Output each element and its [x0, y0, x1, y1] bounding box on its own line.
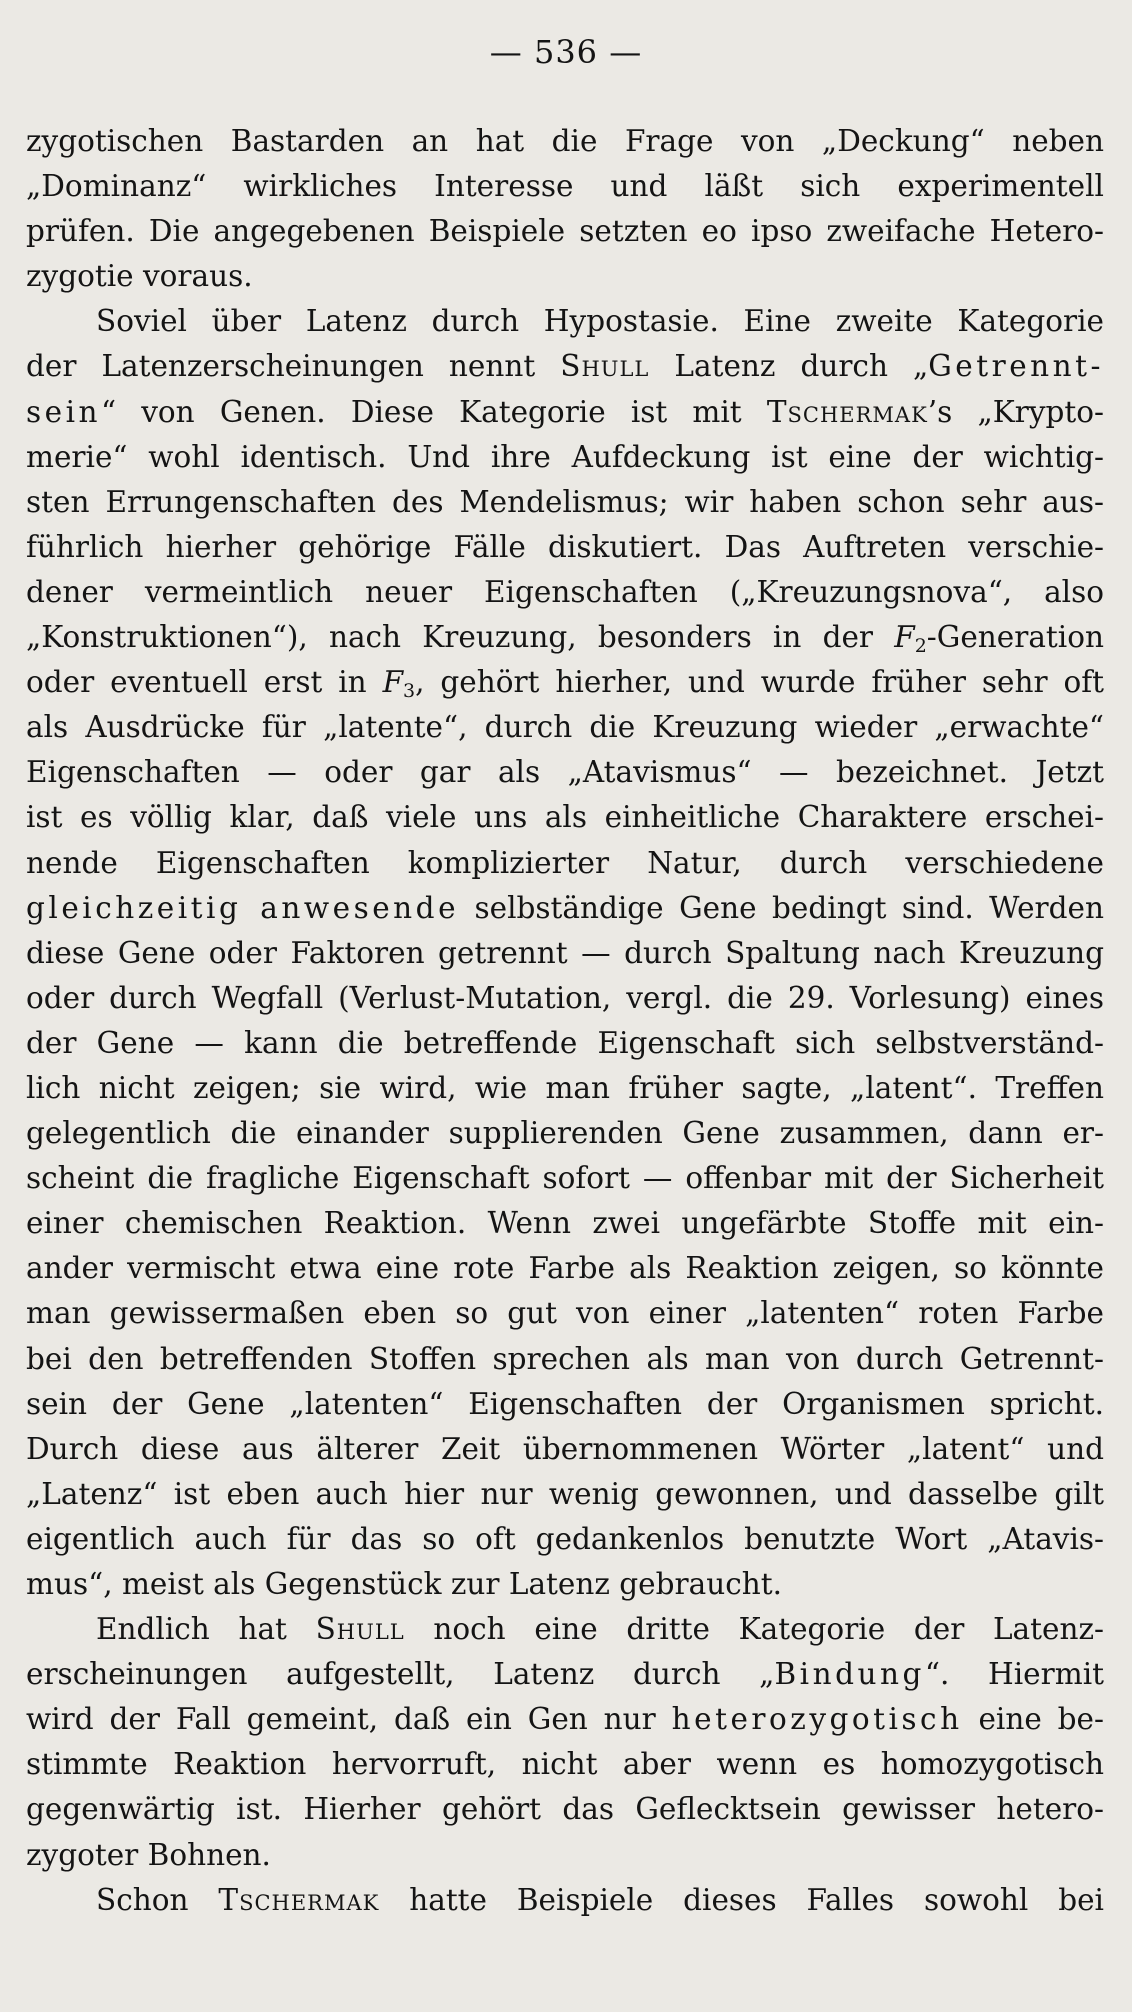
text-span: hatte Beispiele dieses Falles sowohl bei	[409, 1882, 1104, 1917]
text-line	[26, 1878, 1104, 1923]
emphasis-text: gleichzeitig anwesende	[26, 890, 460, 925]
text-line	[26, 615, 1104, 660]
text-line: zygotie voraus.	[26, 259, 253, 294]
formula-subscript: 3	[403, 680, 416, 703]
text-span: oder eventuell erst in	[26, 665, 367, 700]
text-line	[26, 660, 1104, 705]
formula-subscript: 2	[914, 635, 927, 658]
text-line: sten Errungenschaften des Mendelismus; wir haben schon sehr aus-	[26, 484, 1104, 519]
text-line: lich nicht zeigen; sie wird, wie man früher sagte, „latent“. Treffen	[26, 1070, 1104, 1105]
text-line: dener vermeintlich neuer Eigenschaften („Kreuzungsnova“, also	[26, 574, 1104, 609]
text-line: einer chemischen Reaktion. Wenn zwei ungefärbte Stoffe mit ein-	[26, 1206, 1104, 1241]
text-span: ’s „Krypto-	[927, 394, 1104, 429]
author-name: Tschermak	[218, 1882, 380, 1917]
text-line: Eigenschaften — oder gar als „Atavismus“ — bezeichnet. Jetzt	[26, 755, 1104, 790]
text-line: zygotischen Bastarden an hat die Frage von „Deckung“ neben	[26, 124, 1104, 158]
text-span: der Latenzerscheinungen nennt	[26, 349, 536, 384]
formula-symbol: F	[894, 620, 915, 655]
emphasis-text: sein	[26, 394, 102, 429]
text-line: gelegentlich die einander supplierenden Gene zusammen, dann er-	[26, 1116, 1104, 1151]
text-span: Latenz durch „	[674, 349, 929, 384]
text-line: gegenwärtig ist. Hierher gehört das Geflecktsein gewisser hetero-	[26, 1792, 1104, 1827]
page-number: — 536 —	[489, 33, 643, 71]
author-name: Tschermak	[766, 394, 928, 429]
text-line: zygoter Bohnen.	[26, 1837, 271, 1872]
text-span: , gehört hierher, und wurde früher sehr oft	[415, 665, 1104, 700]
text-span: wird der Fall gemeint, daß ein Gen nur	[26, 1702, 656, 1737]
text-line: ist es völlig klar, daß viele uns als einheitliche Charaktere erschei-	[26, 800, 1104, 835]
text-line: Durch diese aus älterer Zeit übernommenen Wörter „latent“ und	[26, 1431, 1104, 1466]
text-line	[26, 1652, 1104, 1697]
emphasis-text: heterozygotisch	[671, 1702, 963, 1737]
text-line: bei den betreffenden Stoffen sprechen als man von durch Getrennt-	[26, 1341, 1104, 1376]
text-line: man gewissermaßen eben so gut von einer „latenten“ roten Farbe	[26, 1296, 1104, 1331]
text-span: eine be-	[978, 1702, 1104, 1737]
text-line	[26, 390, 1104, 435]
text-line: oder durch Wegfall (Verlust-Mutation, vergl. die 29. Vorlesung) eines	[26, 980, 1104, 1015]
text-line: merie“ wohl identisch. Und ihre Aufdeckung ist eine der wichtig-	[26, 439, 1104, 474]
text-span: Endlich hat	[96, 1612, 287, 1647]
text-line: als Ausdrücke für „latente“, durch die Kreuzung wieder „erwachte“	[26, 710, 1104, 745]
text-line: sein der Gene „latenten“ Eigenschaften der Organismen spricht.	[26, 1386, 1104, 1421]
text-span: Schon	[96, 1882, 189, 1917]
text-span: „Konstruktionen“), nach Kreuzung, besonders in der	[26, 620, 874, 655]
text-span: “ von Genen. Diese Kategorie ist mit	[101, 394, 742, 429]
text-line: Soviel über Latenz durch Hypostasie. Eine zweite Kategorie	[96, 304, 1104, 339]
emphasis-text: Bindung	[774, 1657, 925, 1692]
text-span: “. Hiermit	[924, 1657, 1104, 1692]
text-line	[26, 1697, 1104, 1742]
text-line: „Dominanz“ wirkliches Interesse und läßt sich experimentell	[26, 169, 1104, 204]
text-line: führlich hierher gehörige Fälle diskutiert. Das Auftreten verschie-	[26, 529, 1104, 564]
text-line: diese Gene oder Faktoren getrennt — durch Spaltung nach Kreuzung	[26, 935, 1104, 970]
author-name: Shull	[315, 1612, 405, 1647]
text-line	[26, 344, 1104, 389]
text-line: „Latenz“ ist eben auch hier nur wenig gewonnen, und dasselbe gilt	[26, 1476, 1104, 1511]
author-name: Shull	[560, 349, 650, 384]
text-line: nende Eigenschaften komplizierter Natur, durch verschiedene	[26, 845, 1104, 880]
text-line: eigentlich auch für das so oft gedankenlos benutzte Wort „Atavis-	[26, 1521, 1104, 1556]
text-line: prüfen. Die angegebenen Beispiele setzten eo ipso zweifache Hetero-	[26, 214, 1104, 249]
text-span: noch eine dritte Kategorie der Latenz-	[433, 1612, 1104, 1647]
formula-symbol: F	[382, 665, 404, 700]
text-span: -Generation	[926, 620, 1104, 655]
text-span: erscheinungen aufgestellt, Latenz durch „	[26, 1657, 775, 1692]
emphasis-text: Getrennt-	[928, 349, 1104, 384]
body-text	[26, 119, 1104, 1923]
text-line: der Gene — kann die betreffende Eigenschaft sich selbstverständ-	[26, 1025, 1104, 1060]
text-line: scheint die fragliche Eigenschaft sofort — offenbar mit der Sicherheit	[26, 1161, 1104, 1196]
text-line: mus“, meist als Gegenstück zur Latenz gebraucht.	[26, 1567, 782, 1601]
text-line	[26, 1607, 1104, 1652]
text-span: selbständige Gene bedingt sind. Werden	[474, 890, 1104, 925]
text-line: stimmte Reaktion hervorruft, nicht aber wenn es homozygotisch	[26, 1747, 1104, 1782]
text-line	[26, 886, 1104, 931]
text-line: ander vermischt etwa eine rote Farbe als Reaktion zeigen, so könnte	[26, 1251, 1104, 1286]
